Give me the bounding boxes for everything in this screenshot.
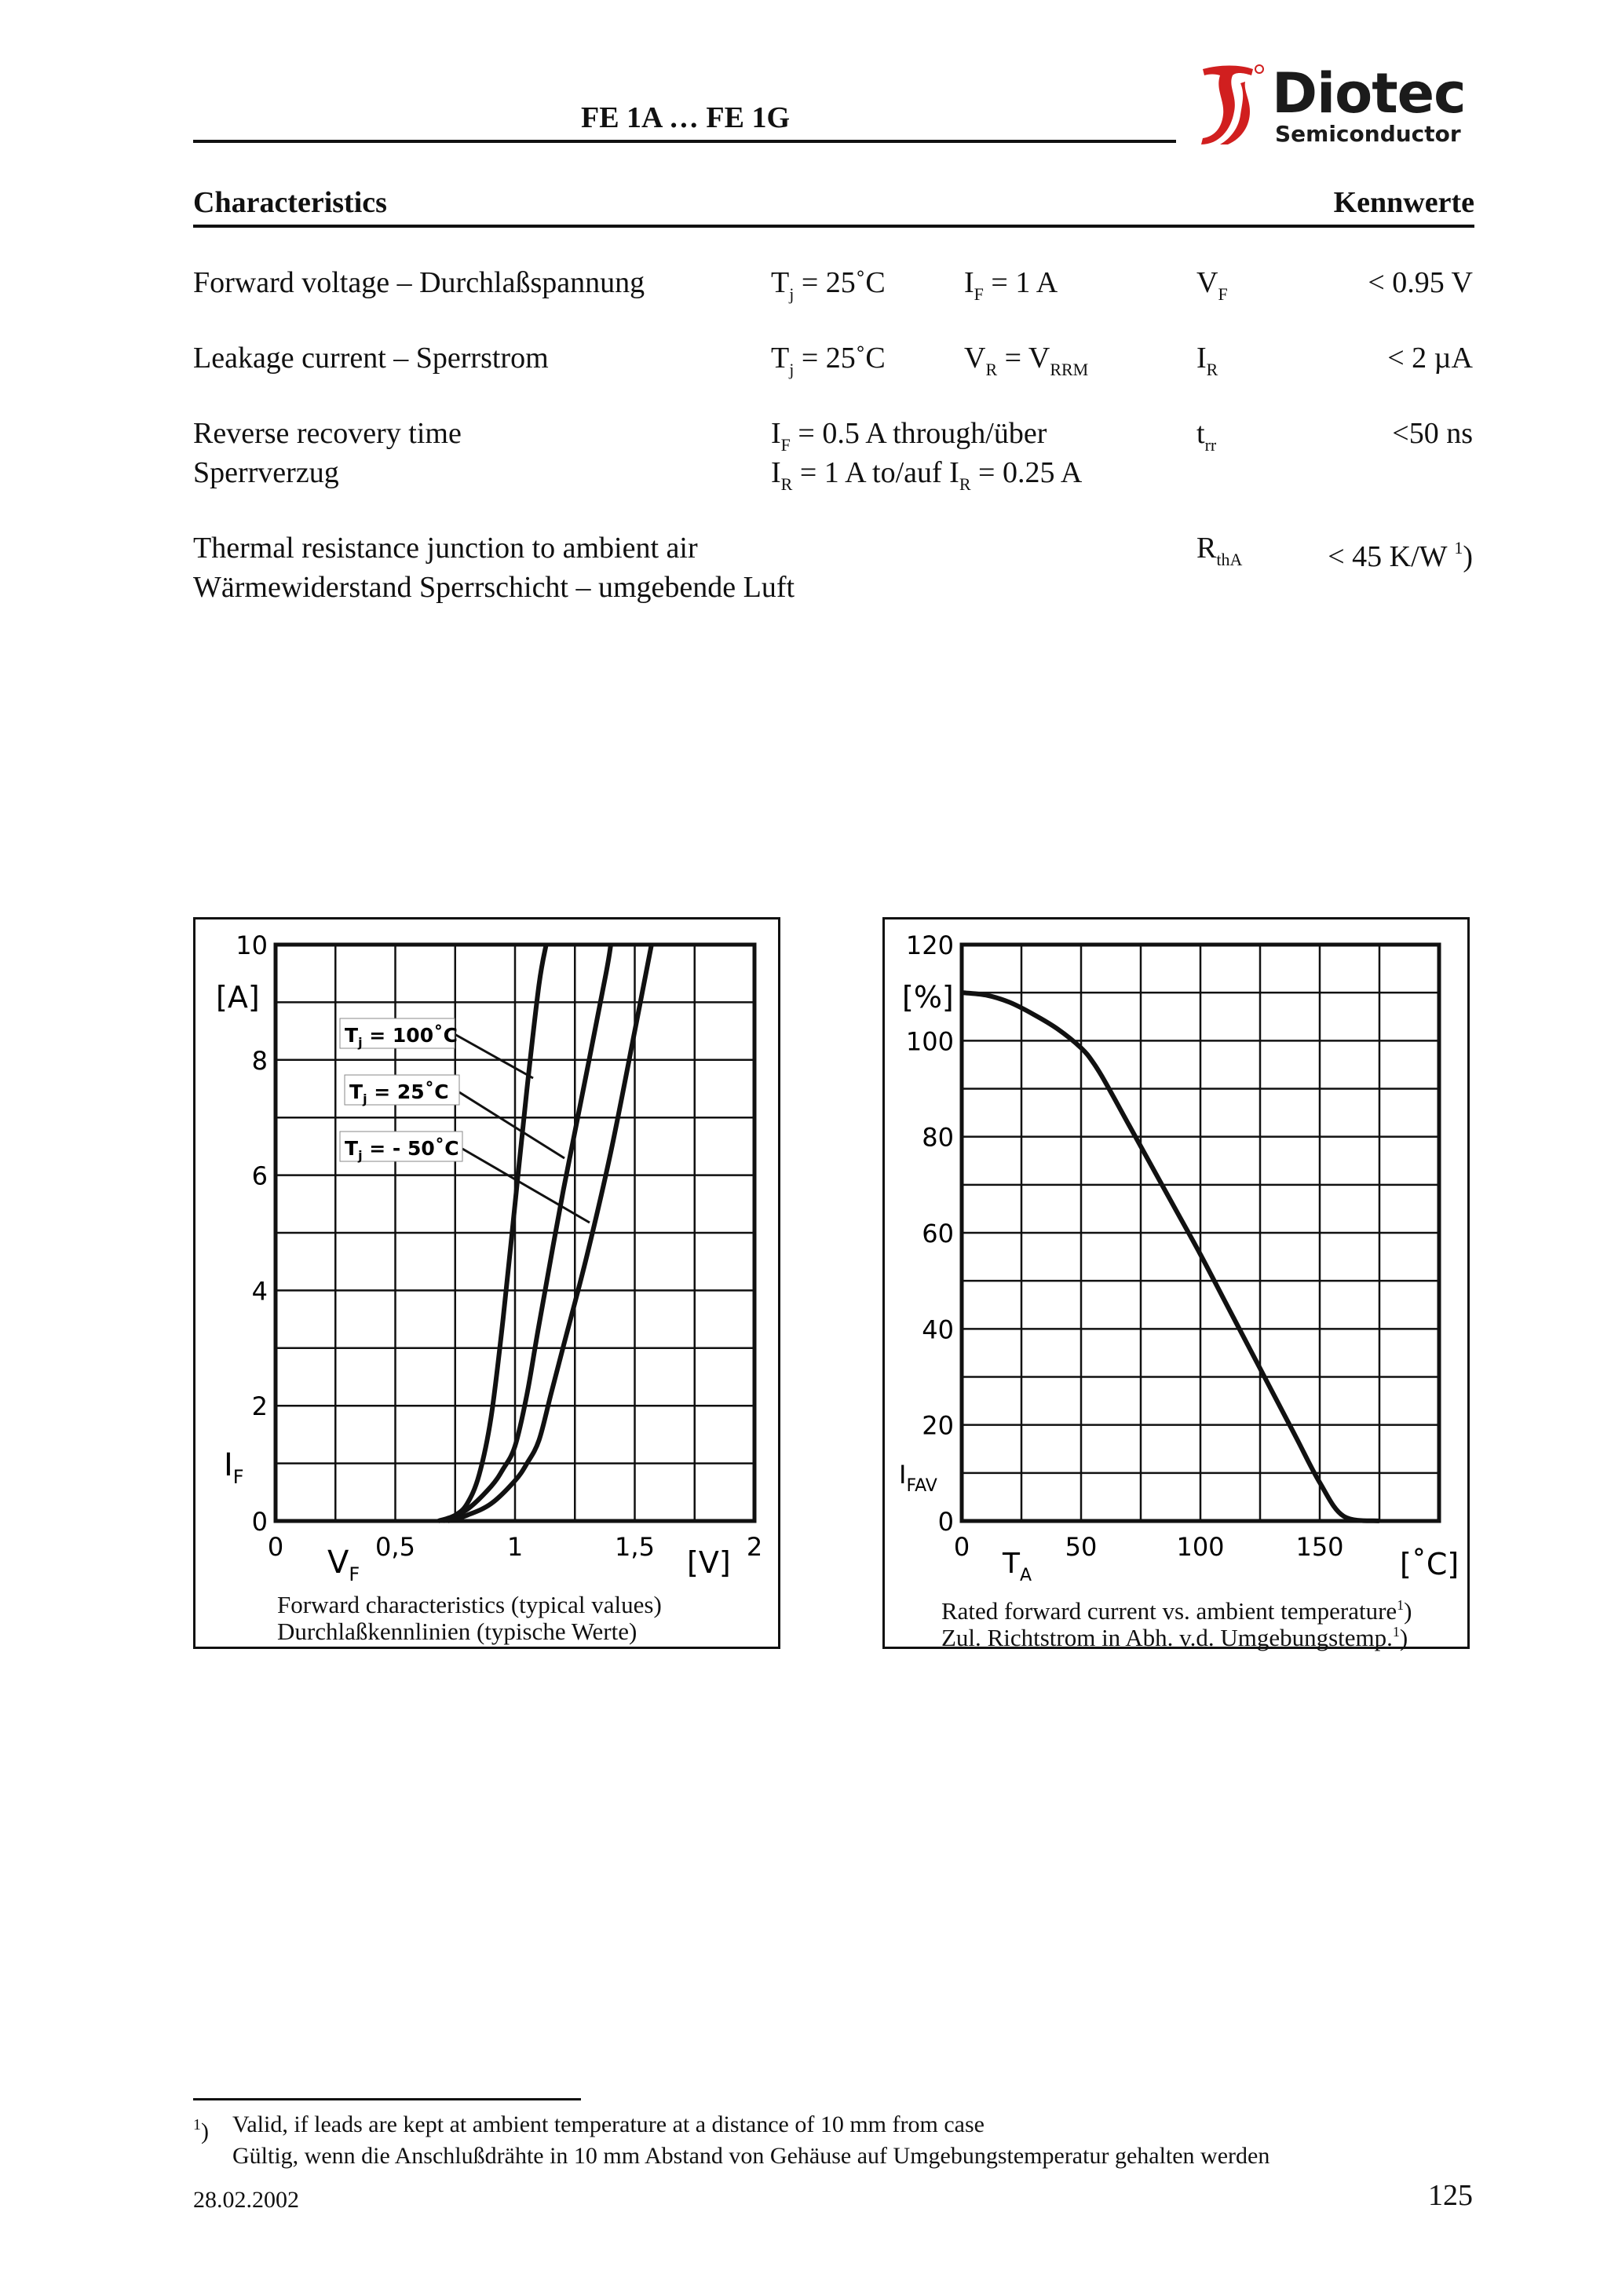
row-recovery-cond-line2: $I_R = 1$ A to/auf $I_R = 0.25$ A [771,456,1083,494]
series-label-minus50c: $T_j$ = - 50˚C [345,1137,459,1163]
row-recovery-value: <50 ns [1392,417,1473,450]
row-thermal-label-de: Wärmewiderstand Sperrschicht – umgebende Luft [193,571,795,604]
y-axis-unit: [%] [902,980,954,1015]
y-tick-label: 40 [922,1314,954,1345]
y-tick-label: 8 [251,1045,268,1076]
page-number: 125 [1428,2179,1473,2212]
row-thermal-symbol: $R_{thA}$ [1196,532,1243,569]
row-forward-voltage-value: < 0.95 V [1368,266,1473,299]
derating-chart [882,917,1470,1649]
x-tick-label: 50 [1065,1532,1098,1562]
y-tick-label: 0 [251,1507,268,1537]
x-axis-unit: [˚C] [1400,1547,1459,1581]
header-rule [193,140,1176,143]
row-leakage-current-label: Leakage current – Sperrstrom [193,342,549,375]
row-forward-voltage-cond1: $T_j$ = 25˚C [771,266,886,304]
row-recovery-cond-line1: $I_F = 0.5$ A through/über [771,417,1047,455]
logo-subtitle: Semiconductor [1275,121,1461,147]
y-tick-label: 6 [251,1161,268,1191]
row-leakage-current-cond1: $T_j$ = 25˚C [771,342,886,379]
section-rule [193,225,1474,228]
row-leakage-current-cond2: $V_R = V_{RRM}$ [964,342,1089,379]
x-tick-label: 2 [746,1532,763,1562]
y-tick-label: 10 [236,930,268,960]
y-tick-label: 120 [905,930,954,960]
footnote-rule [193,2098,581,2100]
x-tick-label: 0,5 [375,1532,415,1562]
forward-characteristics-plot [195,919,778,1647]
diotec-logo-icon [1196,63,1267,151]
row-forward-voltage-cond2: $I_F = 1$ A [964,266,1058,304]
row-leakage-current-value: < 2 µA [1387,342,1473,375]
row-forward-voltage-symbol: $V_F$ [1196,266,1228,304]
y-tick-label: 80 [922,1122,954,1153]
y-tick-label: 100 [905,1026,954,1057]
series-label-100c: $T_j$ = 100˚C [345,1024,458,1050]
row-thermal-label: Thermal resistance junction to ambient air [193,532,698,565]
chart-caption-en: Forward characteristics (typical values) [277,1591,662,1618]
y-tick-label: 4 [251,1276,268,1307]
derating-plot [885,919,1467,1647]
row-recovery-label-de: Sperrverzug [193,456,339,489]
section-heading-de: Kennwerte [1333,186,1474,219]
x-tick-label: 100 [1176,1532,1225,1562]
y-tick-label: 60 [922,1219,954,1249]
x-tick-label: 1 [506,1532,524,1562]
forward-characteristics-chart [193,917,780,1649]
y-tick-label: 2 [251,1391,268,1422]
document-title: FE 1A … FE 1G [580,101,791,134]
x-tick-label: 150 [1295,1532,1344,1562]
footnote-de: Gültig, wenn die Anschlußdrähte in 10 mm Abstand von Gehäuse auf Umgebungstemperatur gehalten werden [232,2143,1270,2169]
chart-caption-de: Durchlaßkennlinien (typische Werte) [277,1618,637,1645]
x-tick-label: 1,5 [615,1532,655,1562]
diotec-logo [1193,61,1476,148]
row-leakage-current-symbol: $I_R$ [1196,342,1218,379]
row-thermal-value: < 45 K/W $^1$) [1328,538,1473,573]
y-axis-symbol: $I_F$ [224,1447,244,1488]
footnote-en: Valid, if leads are kept at ambient temperature at a distance of 10 mm from case [232,2111,985,2137]
y-axis-symbol: $I_{FAV}$ [899,1460,937,1496]
section-heading-en: Characteristics [193,186,387,219]
footnote-marker: $^1$) [193,2116,209,2144]
x-tick-label: 0 [267,1532,284,1562]
chart-caption-de: Zul. Richtstrom in Abh. v.d. Umgebungstemp.$^1$) [941,1624,1408,1651]
chart-grid [962,945,1439,1521]
logo-wordmark: Diotec [1272,61,1466,126]
x-axis-symbol: $V_F$ [327,1545,360,1585]
y-tick-label: 0 [937,1507,954,1537]
x-axis-symbol: $T_A$ [1003,1548,1032,1585]
document-date: 28.02.2002 [193,2187,299,2213]
row-recovery-symbol: $t_{rr}$ [1196,417,1217,455]
x-axis-unit: [V] [687,1545,731,1580]
row-recovery-label: Reverse recovery time [193,417,462,450]
series-label-25c: $T_j$ = 25˚C [349,1080,449,1106]
y-tick-label: 20 [922,1410,954,1441]
row-forward-voltage-label: Forward voltage – Durchlaßspannung [193,266,645,299]
y-axis-unit: [A] [216,980,260,1015]
chart-caption-en: Rated forward current vs. ambient temperature$^1$) [941,1597,1412,1625]
x-tick-label: 0 [953,1532,970,1562]
